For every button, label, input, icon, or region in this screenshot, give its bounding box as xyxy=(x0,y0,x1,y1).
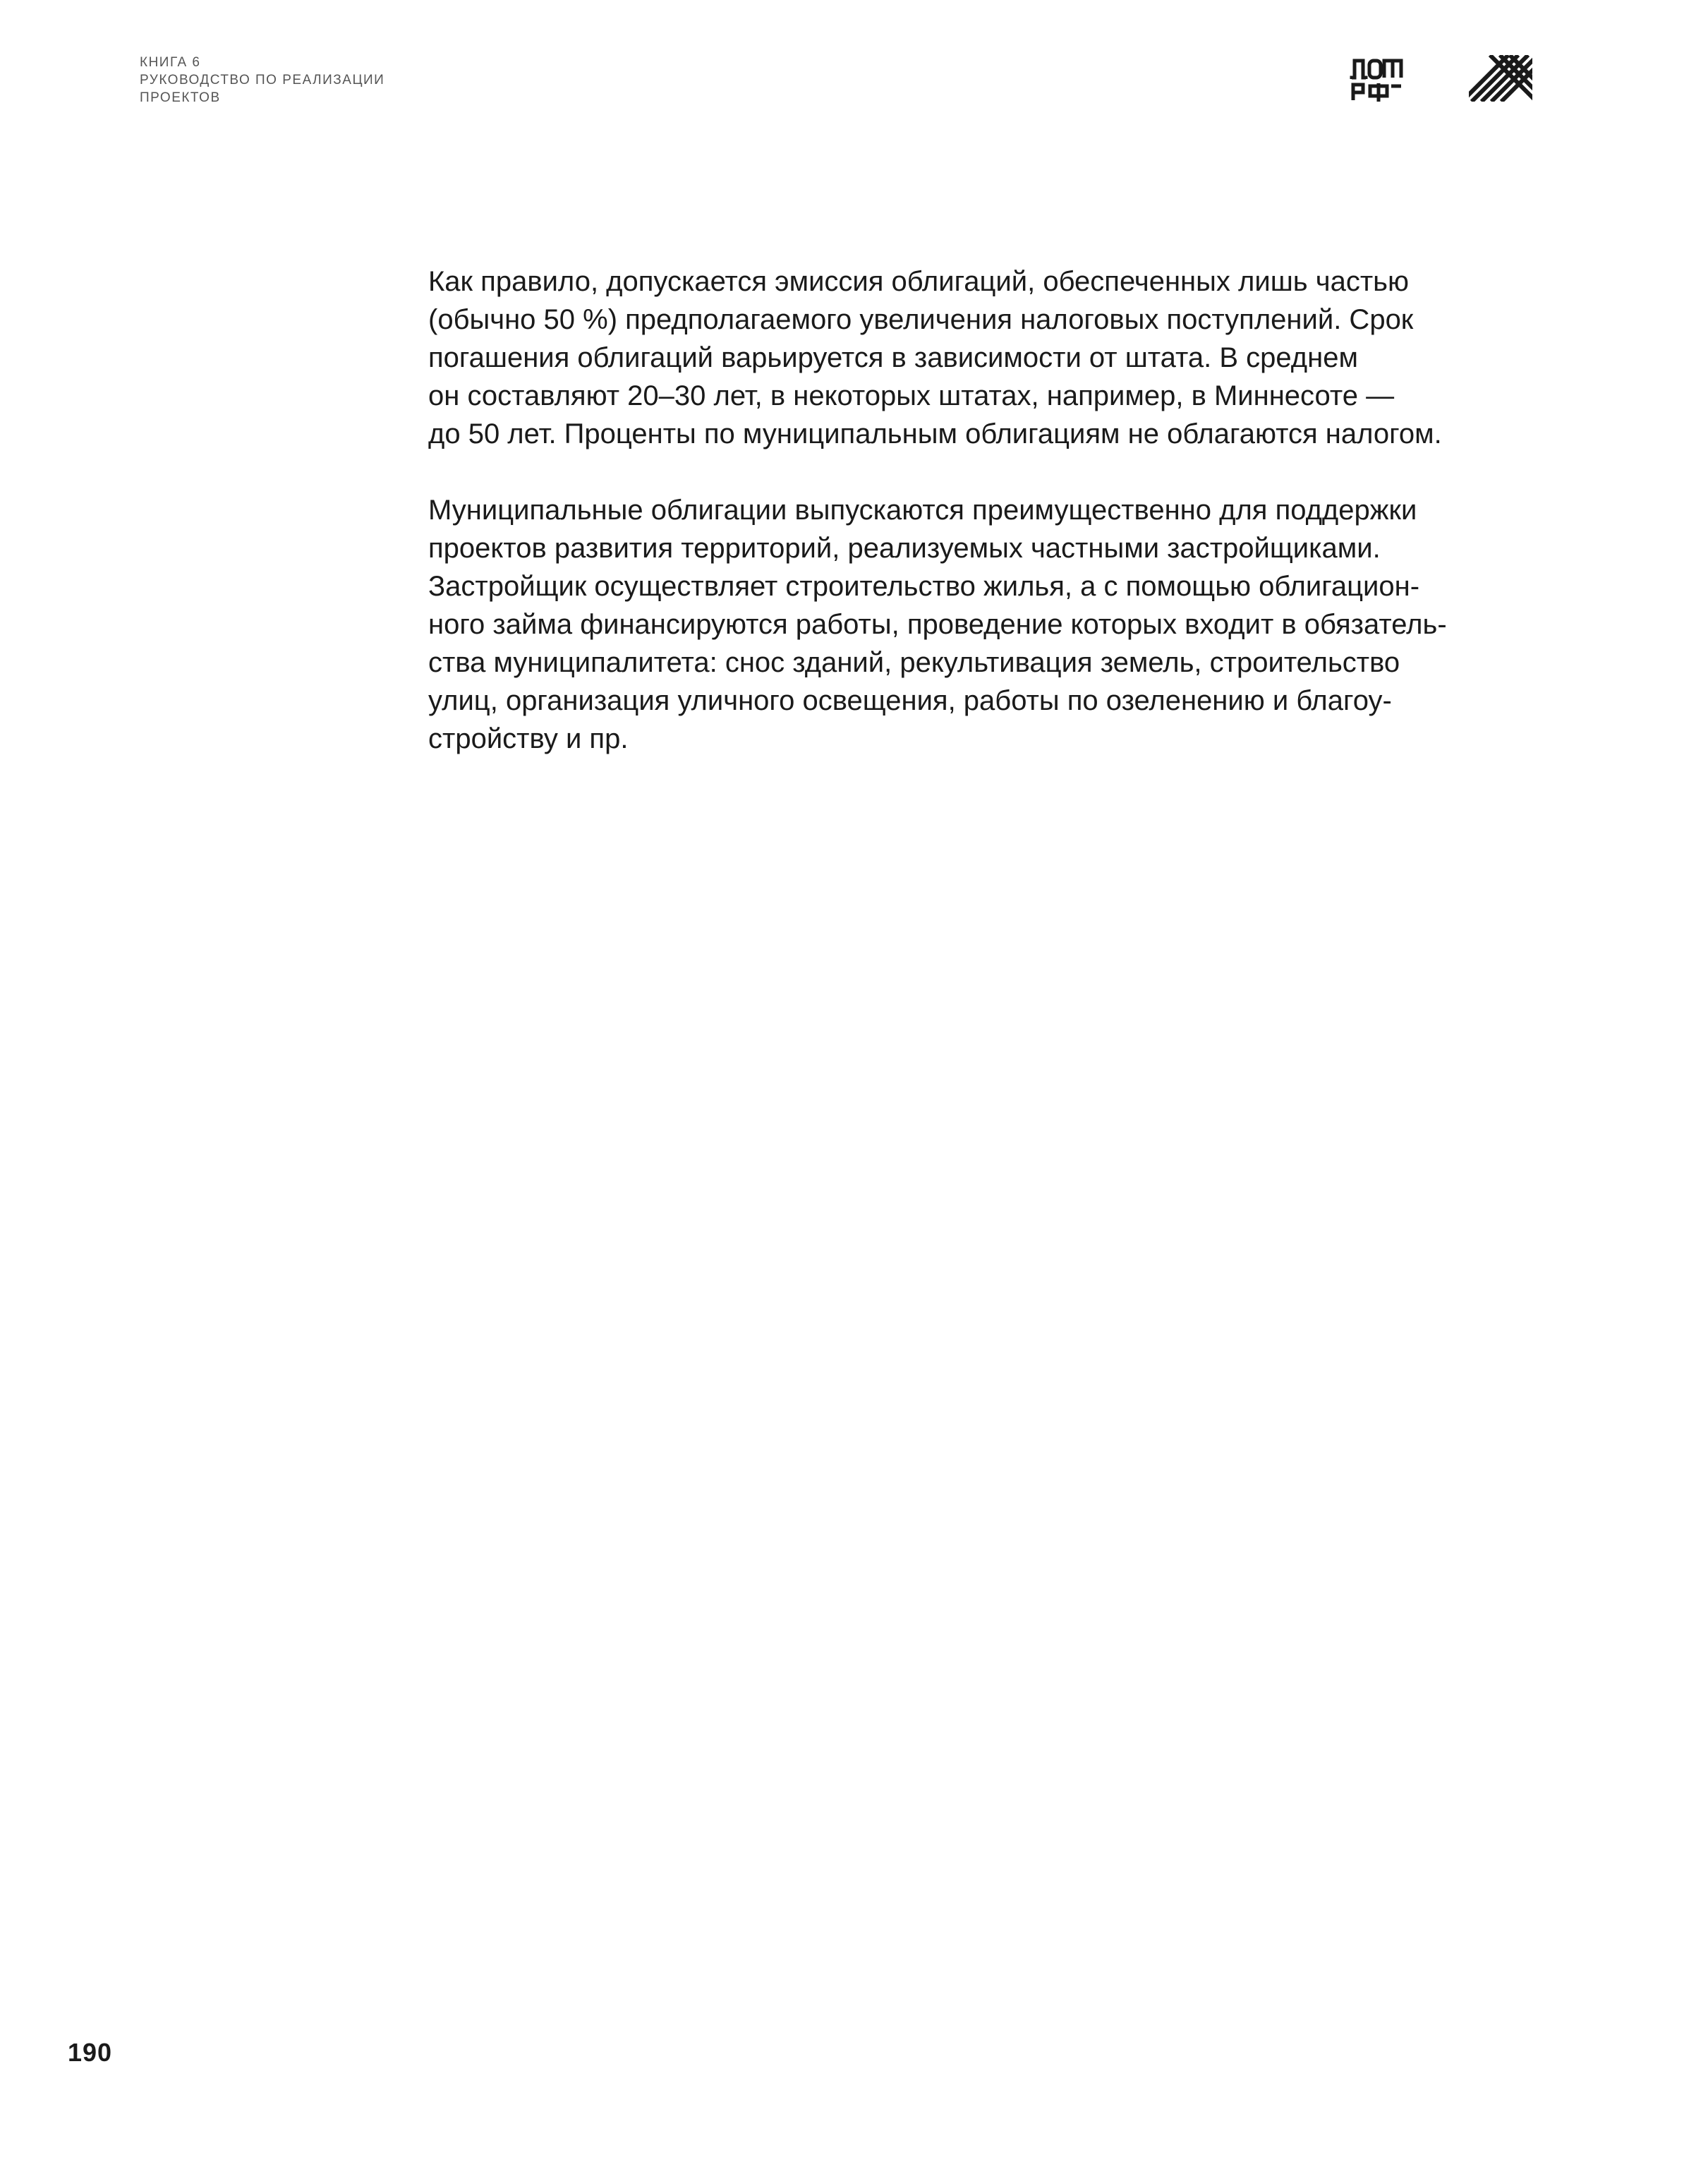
header-book-number: КНИГА 6 xyxy=(140,55,201,70)
page-number: 190 xyxy=(68,2038,113,2067)
paragraph-2-line: Застройщик осуществляет строительство жилья, а с помощью облигацион- xyxy=(428,571,1420,602)
main-text xyxy=(428,262,1529,796)
diagonal-grid-logo-icon xyxy=(1469,55,1532,102)
paragraph-2-line: проектов развития территорий, реализуемых частными застройщиками. xyxy=(428,533,1381,564)
paragraph-2 xyxy=(428,491,1529,758)
paragraph-2-line: улиц, организация уличного освещения, работы по озеленению и благоу- xyxy=(428,685,1392,716)
paragraph-1-line: Как правило, допускается эмиссия облигаций, обеспеченных лишь частью xyxy=(428,266,1409,297)
paragraph-2-line: ного займа финансируются работы, проведение которых входит в обязатель- xyxy=(428,609,1447,640)
paragraph-1 xyxy=(428,262,1529,453)
paragraph-2-line: Муниципальные облигации выпускаются преимущественно для поддержки xyxy=(428,495,1417,526)
paragraph-2-line: стройству и пр. xyxy=(428,723,629,754)
paragraph-1-line: он составляют 20–30 лет, в некоторых штатах, например, в Миннесоте — xyxy=(428,380,1395,411)
running-header xyxy=(140,54,634,107)
header-book-title-line-1: РУКОВОДСТВО ПО РЕАЛИЗАЦИИ xyxy=(140,73,385,87)
domrf-logo-icon xyxy=(1349,55,1405,103)
paragraph-1-line: (обычно 50 %) предполагаемого увеличения налоговых поступлений. Срок xyxy=(428,304,1414,335)
header-book-title-line-2: ПРОЕКТОВ xyxy=(140,90,221,105)
paragraph-2-line: ства муниципалитета: снос зданий, рекультивация земель, строительство xyxy=(428,647,1400,678)
paragraph-1-line: до 50 лет. Проценты по муниципальным облигациям не облагаются налогом. xyxy=(428,418,1442,449)
paragraph-1-line: погашения облигаций варьируется в зависимости от штата. В среднем xyxy=(428,342,1358,373)
